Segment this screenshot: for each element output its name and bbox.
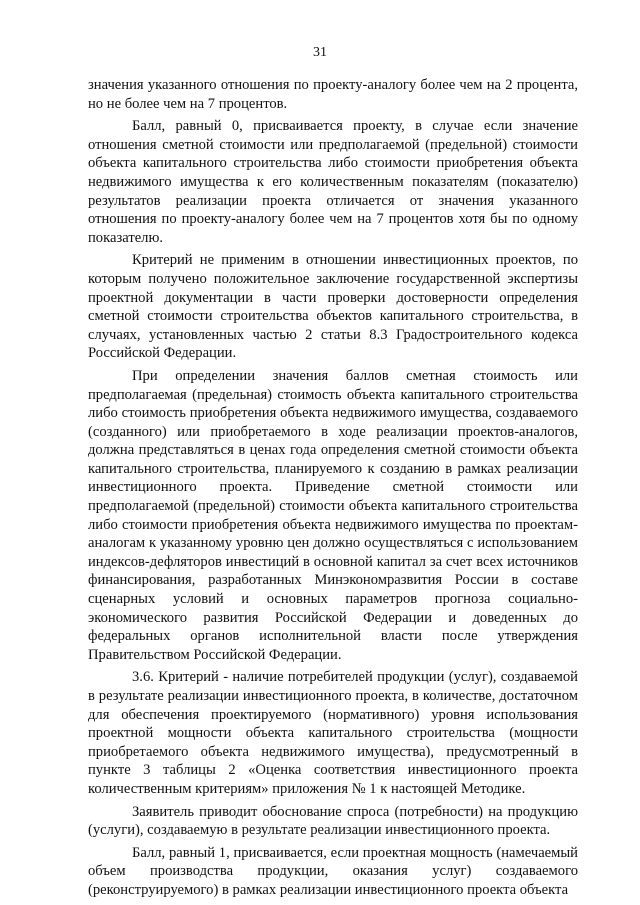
paragraph-criterion-not-applicable: Критерий не применим в отношении инвестиционных проектов, по которым получено положительное заключение государственной экспертизы проектной документации в части проверки достоверности определения сметной стоимости строительства объектов капитального строительства, в случаях, установленных частью 2 статьи 8.3 Градостроительного кодекса Российской Федерации.	[88, 252, 578, 362]
paragraph-score-one: Балл, равный 1, присваивается, если проектная мощность (намечаемый объем производства продукции, оказания услуг) создаваемого (реконструируемого) в рамках реализации инвестиционного проекта объекта	[88, 844, 578, 898]
body-text	[88, 76, 578, 902]
paragraph-criterion-3-6: 3.6. Критерий - наличие потребителей продукции (услуг), создаваемой в результате реализации инвестиционного проекта, в количестве, достаточном для обеспечения проектируемого (нормативного) уровня использования проектной мощности объекта капитального строительства (мощности приобретаемого объекта недвижимого имущества), предусмотренный в пункте 3 таблицы 2 «Оценка соответствия инвестиционного проекта количественным критериям» приложения № 1 к настоящей Методике.	[88, 669, 578, 797]
paragraph-score-zero: Балл, равный 0, присваивается проекту, в случае если значение отношения сметной стоимости или предполагаемой (предельной) стоимости объекта капитального строительства либо стоимости приобретения объекта недвижимого имущества к его количественным показателям (показателю) результатов реализации проекта отличается от значения указанного отношения по проекту-аналогу более чем на 7 процентов хотя бы по одному показателю.	[88, 118, 578, 246]
page-number: 31	[313, 45, 327, 60]
paragraph-demand-justification: Заявитель приводит обоснование спроса (потребности) на продукцию (услуги), создаваемую в результате реализации инвестиционного проекта.	[88, 803, 578, 839]
paragraph-price-level: При определении значения баллов сметная стоимость или предполагаемая (предельная) стоимость объекта капитального строительства либо стоимость приобретения объекта недвижимого имущества, создаваемого (созданного) или приобретаемого в ходе реализации проектов-аналогов, должна представляться в ценах года определения сметной стоимости объекта капитального строительства, планируемого к созданию в рамках реализации инвестиционного проекта. Приведение сметной стоимости или предполагаемой (предельной) стоимости объекта капитального строительства либо стоимости приобретения объекта недвижимого имущества по проектам-аналогам к указанному уровню цен должно осуществляться с использованием индексов-дефляторов инвестиций в основной капитал за счет всех источников финансирования, разработанных Минэкономразвития России в составе сценарных условий и основных параметров прогноза социально-экономического развития Российской Федерации и доведенных до федеральных органов исполнительной власти после утверждения Правительством Российской Федерации.	[88, 367, 578, 663]
paragraph-continued: значения указанного отношения по проекту-аналогу более чем на 2 процента, но не более чем на 7 процентов.	[88, 77, 578, 112]
